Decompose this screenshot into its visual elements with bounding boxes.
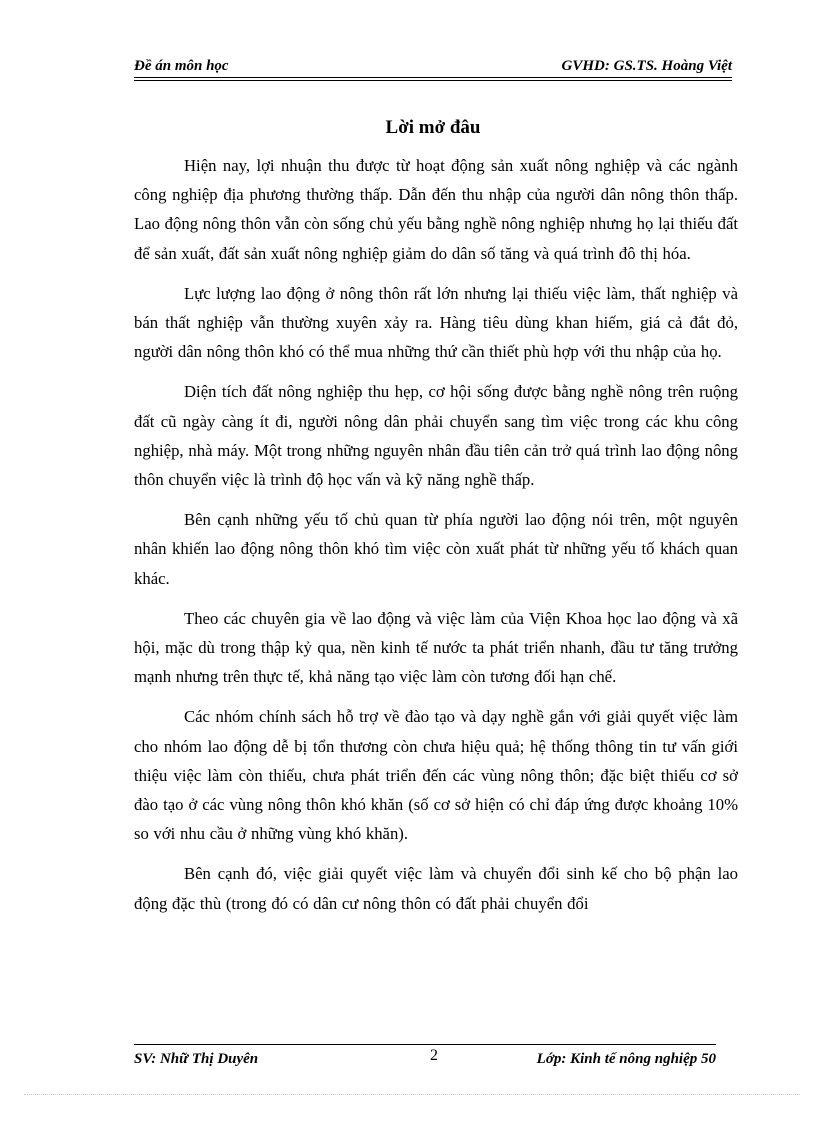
paragraph: Theo các chuyên gia về lao động và việc làm của Viện Khoa học lao động và xã hội, mặc dù trong thập kỷ qua, nền kinh tế nước ta phát triển nhanh, đầu tư tăng trưởng mạnh nhưng trên thực tế, khả năng tạo việc làm còn tương đối hạn chế. xyxy=(134,608,738,687)
footer-class-name: Lớp: Kinh tế nông nghiệp 50 xyxy=(536,1051,716,1067)
page-title: Lời mở đâu xyxy=(385,117,481,138)
page-bottom-border xyxy=(24,1094,800,1095)
page-header xyxy=(134,56,732,76)
footer-rule xyxy=(134,1044,716,1045)
footer-student-name: SV: Nhữ Thị Duyên xyxy=(134,1051,259,1067)
paragraph: Diện tích đất nông nghiệp thu hẹp, cơ hội sống được bằng nghề nông trên ruộng đất cũ ngày càng ít đi, người nông dân phải chuyển sang tìm việc trong các khu công nghiệp, nhà máy. Một trong những nguyên nhân đầu tiên cản trở quá trình lao động nông thôn chuyển việc là trình độ học vấn và kỹ năng nghề thấp. xyxy=(134,382,738,490)
paragraph: Hiện nay, lợi nhuận thu được từ hoạt động sản xuất nông nghiệp và các ngành công nghiệp địa phương thường thấp. Dẫn đến thu nhập của người dân nông thôn thấp. Lao động nông thôn vẫn còn sống chủ yếu bằng nghề nông nghiệp nhưng họ lại thiếu đất để sản xuất, đất sản xuất nông nghiệp giảm do dân số tăng và quá trình đô thị hóa. xyxy=(134,156,738,263)
page-footer xyxy=(134,1049,716,1069)
header-course-title: Đề án môn học xyxy=(134,58,229,74)
header-rule-thin xyxy=(134,80,732,81)
paragraph: Bên cạnh những yếu tố chủ quan từ phía người lao động nói trên, một nguyên nhân khiến lao động nông thôn khó tìm việc còn xuất phát từ những yếu tố khách quan khác. xyxy=(134,510,738,588)
body-text xyxy=(134,151,738,929)
page-number: 2 xyxy=(430,1047,438,1064)
paragraph: Lực lượng lao động ở nông thôn rất lớn nhưng lại thiếu việc làm, thất nghiệp và bán thất nghiệp vẫn thường xuyên xảy ra. Hàng tiêu dùng khan hiếm, giá cả đắt đỏ, người dân nông thôn khó có thể mua những thứ cần thiết phù hợp với thu nhập của họ. xyxy=(134,283,738,362)
paragraph: Bên cạnh đó, việc giải quyết việc làm và chuyển đổi sinh kế cho bộ phận lao động đặc thù (trong đó có dân cư nông thôn có đất phải chuyển đổi xyxy=(134,864,738,913)
paragraph: Các nhóm chính sách hỗ trợ về đào tạo và dạy nghề gắn với giải quyết việc làm cho nhóm lao động dễ bị tổn thương còn chưa hiệu quả; hệ thống thông tin tư vấn giới thiệu việc làm còn thiếu, chưa phát triển đến các vùng nông thôn; đặc biệt thiếu cơ sở đào tạo ở các vùng nông thôn khó khăn (số cơ sở hiện có chỉ đáp ứng được khoảng 10% so với nhu cầu ở những vùng khó khăn). xyxy=(134,707,738,844)
header-rule xyxy=(134,77,732,78)
header-supervisor: GVHD: GS.TS. Hoàng Việt xyxy=(561,58,732,74)
